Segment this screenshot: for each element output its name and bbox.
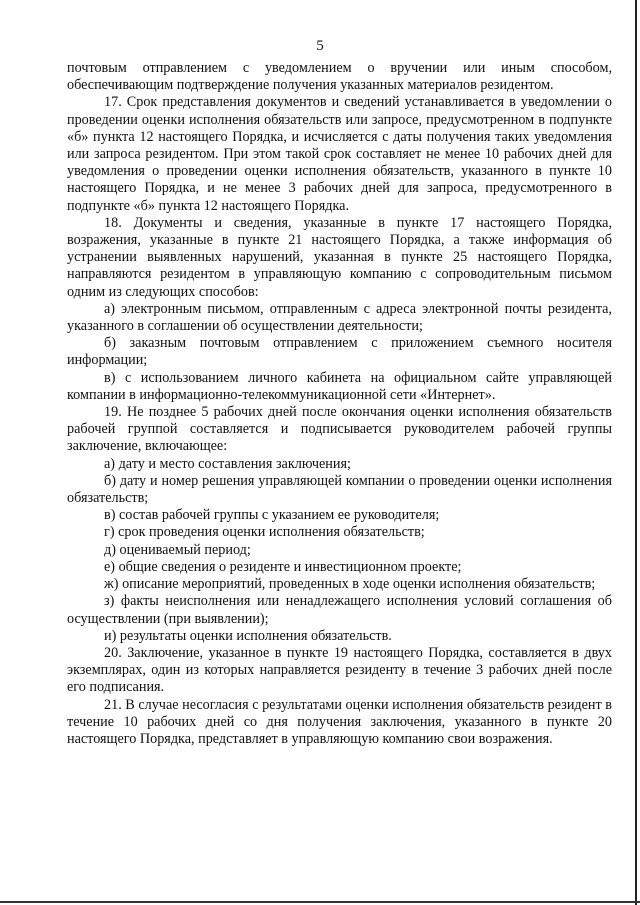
paragraph-19-item-g: г) срок проведения оценки исполнения обязательств;	[104, 524, 425, 541]
paragraph-18-item-v: в) с использованием личного кабинета на официальном сайте управляющей компании в информационно-телекоммуникационной сети «Интернет».	[67, 369, 612, 403]
paragraph-19-item-i: и) результаты оценки исполнения обязательств.	[104, 627, 392, 644]
scan-edge-right	[635, 0, 637, 905]
paragraph-17: 17. Срок представления документов и сведений устанавливается в уведомлении о проведении оценки исполнения обязательств или запросе, предусмотренном в подпункте «б» пункта 12 настоящего Порядка, и исчисляется с даты получения таких уведомления или запроса резидентом. При этом такой срок составляет не менее 10 рабочих дней для уведомления о проведении оценки исполнения обязательств, указанного в пункте 10 настоящего Порядка, и не менее 3 рабочих дней для запроса, предусмотренного в подпункте «б» пункта 12 настоящего Порядка.	[67, 94, 612, 214]
paragraph-19-item-v: в) состав рабочей группы с указанием ее руководителя;	[104, 507, 440, 524]
paragraph-19-item-d: д) оцениваемый период;	[104, 541, 251, 558]
paragraph-19-item-zh: ж) описание мероприятий, проведенных в ходе оценки исполнения обязательств;	[104, 576, 596, 593]
paragraph-19-item-a: а) дату и место составления заключения;	[104, 455, 351, 472]
paragraph-18-item-a: а) электронным письмом, отправленным с адреса электронной почты резидента, указанного в соглашении об осуществлении деятельности;	[67, 300, 612, 335]
paragraph-20: 20. Заключение, указанное в пункте 19 настоящего Порядка, составляется в двух экземплярах, один из которых направляется резиденту в течение 3 рабочих дней после его подписания.	[67, 644, 612, 696]
document-body	[67, 60, 612, 748]
paragraph-19-item-b: б) дату и номер решения управляющей компании о проведении оценки исполнения обязательств;	[67, 472, 612, 507]
paragraph: почтовым отправлением с уведомлением о вручении или иным способом, обеспечивающим подтверждение получения указанных материалов резидентом.	[67, 60, 612, 94]
paragraph-18-item-b: б) заказным почтовым отправлением с приложением съемного носителя информации;	[67, 335, 612, 369]
paragraph-19: 19. Не позднее 5 рабочих дней после окончания оценки исполнения обязательств рабочей группой составляется и подписывается руководителем рабочей группы заключение, включающее:	[67, 404, 612, 455]
page-number: 5	[316, 38, 324, 54]
scan-edge-bottom	[0, 901, 640, 903]
paragraph-21: 21. В случае несогласия с результатами оценки исполнения обязательств резидент в течение 10 рабочих дней со дня получения заключения, указанного в пункте 20 настоящего Порядка, представляет в управляющую компанию свои возражения.	[67, 696, 612, 747]
paragraph-19-item-z: з) факты неисполнения или ненадлежащего исполнения условий соглашения об осуществлении (при выявлении);	[67, 593, 612, 627]
paragraph-19-item-e: е) общие сведения о резиденте и инвестиционном проекте;	[104, 558, 462, 575]
paragraph-18: 18. Документы и сведения, указанные в пункте 17 настоящего Порядка, возражения, указанные в пункте 21 настоящего Порядка, а также информация об устранении выявленных нарушений, указанная в пункте 25 настоящего Порядка, направляются резидентом в управляющую компанию с сопроводительным письмом одним из следующих способов:	[67, 214, 612, 300]
